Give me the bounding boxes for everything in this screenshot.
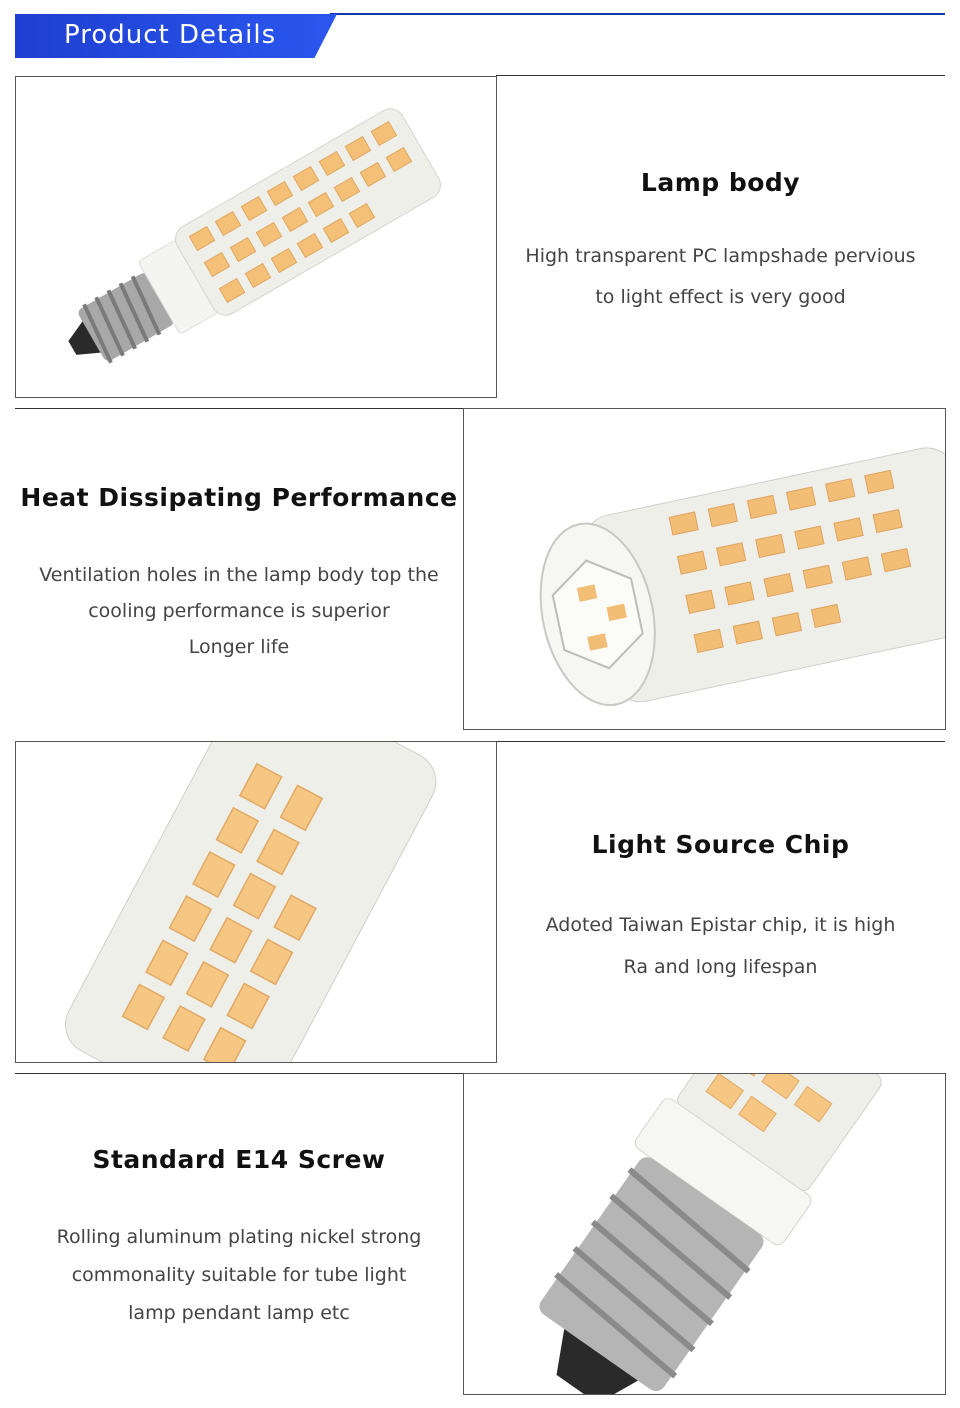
section-rule (496, 75, 945, 76)
section-rule (496, 741, 945, 742)
section-image-frame (463, 1073, 946, 1395)
led-corn-bulb-e14-icon (16, 77, 496, 397)
section-title: Heat Dissipating Performance (20, 483, 458, 512)
e14-screw-base-icon (464, 1074, 945, 1394)
smd-chip-closeup-icon (16, 742, 496, 1062)
page-title: Product Details (64, 20, 277, 50)
section-description: Adoted Taiwan Epistar chip, it is high Ra and long lifespan (545, 914, 896, 978)
bulb-top-vent-icon (464, 409, 945, 729)
section-rule (15, 1073, 463, 1074)
section-description: Rolling aluminum plating nickel strong commonality suitable for tube light lamp pendant lamp etc (56, 1226, 422, 1324)
section-image-frame (15, 76, 497, 398)
section-rule (15, 408, 463, 409)
section-title: Light Source Chip (591, 830, 850, 859)
section-title: Lamp body (640, 168, 801, 197)
section-description: Ventilation holes in the lamp body top the cooling performance is superior Longer life (39, 564, 439, 658)
header-rule (330, 13, 945, 15)
section-image-frame (463, 408, 946, 730)
section-image-frame (15, 741, 497, 1063)
section-title: Standard E14 Screw (92, 1145, 386, 1174)
section-description: High transparent PC lampshade pervious to light effect is very good (525, 245, 916, 308)
